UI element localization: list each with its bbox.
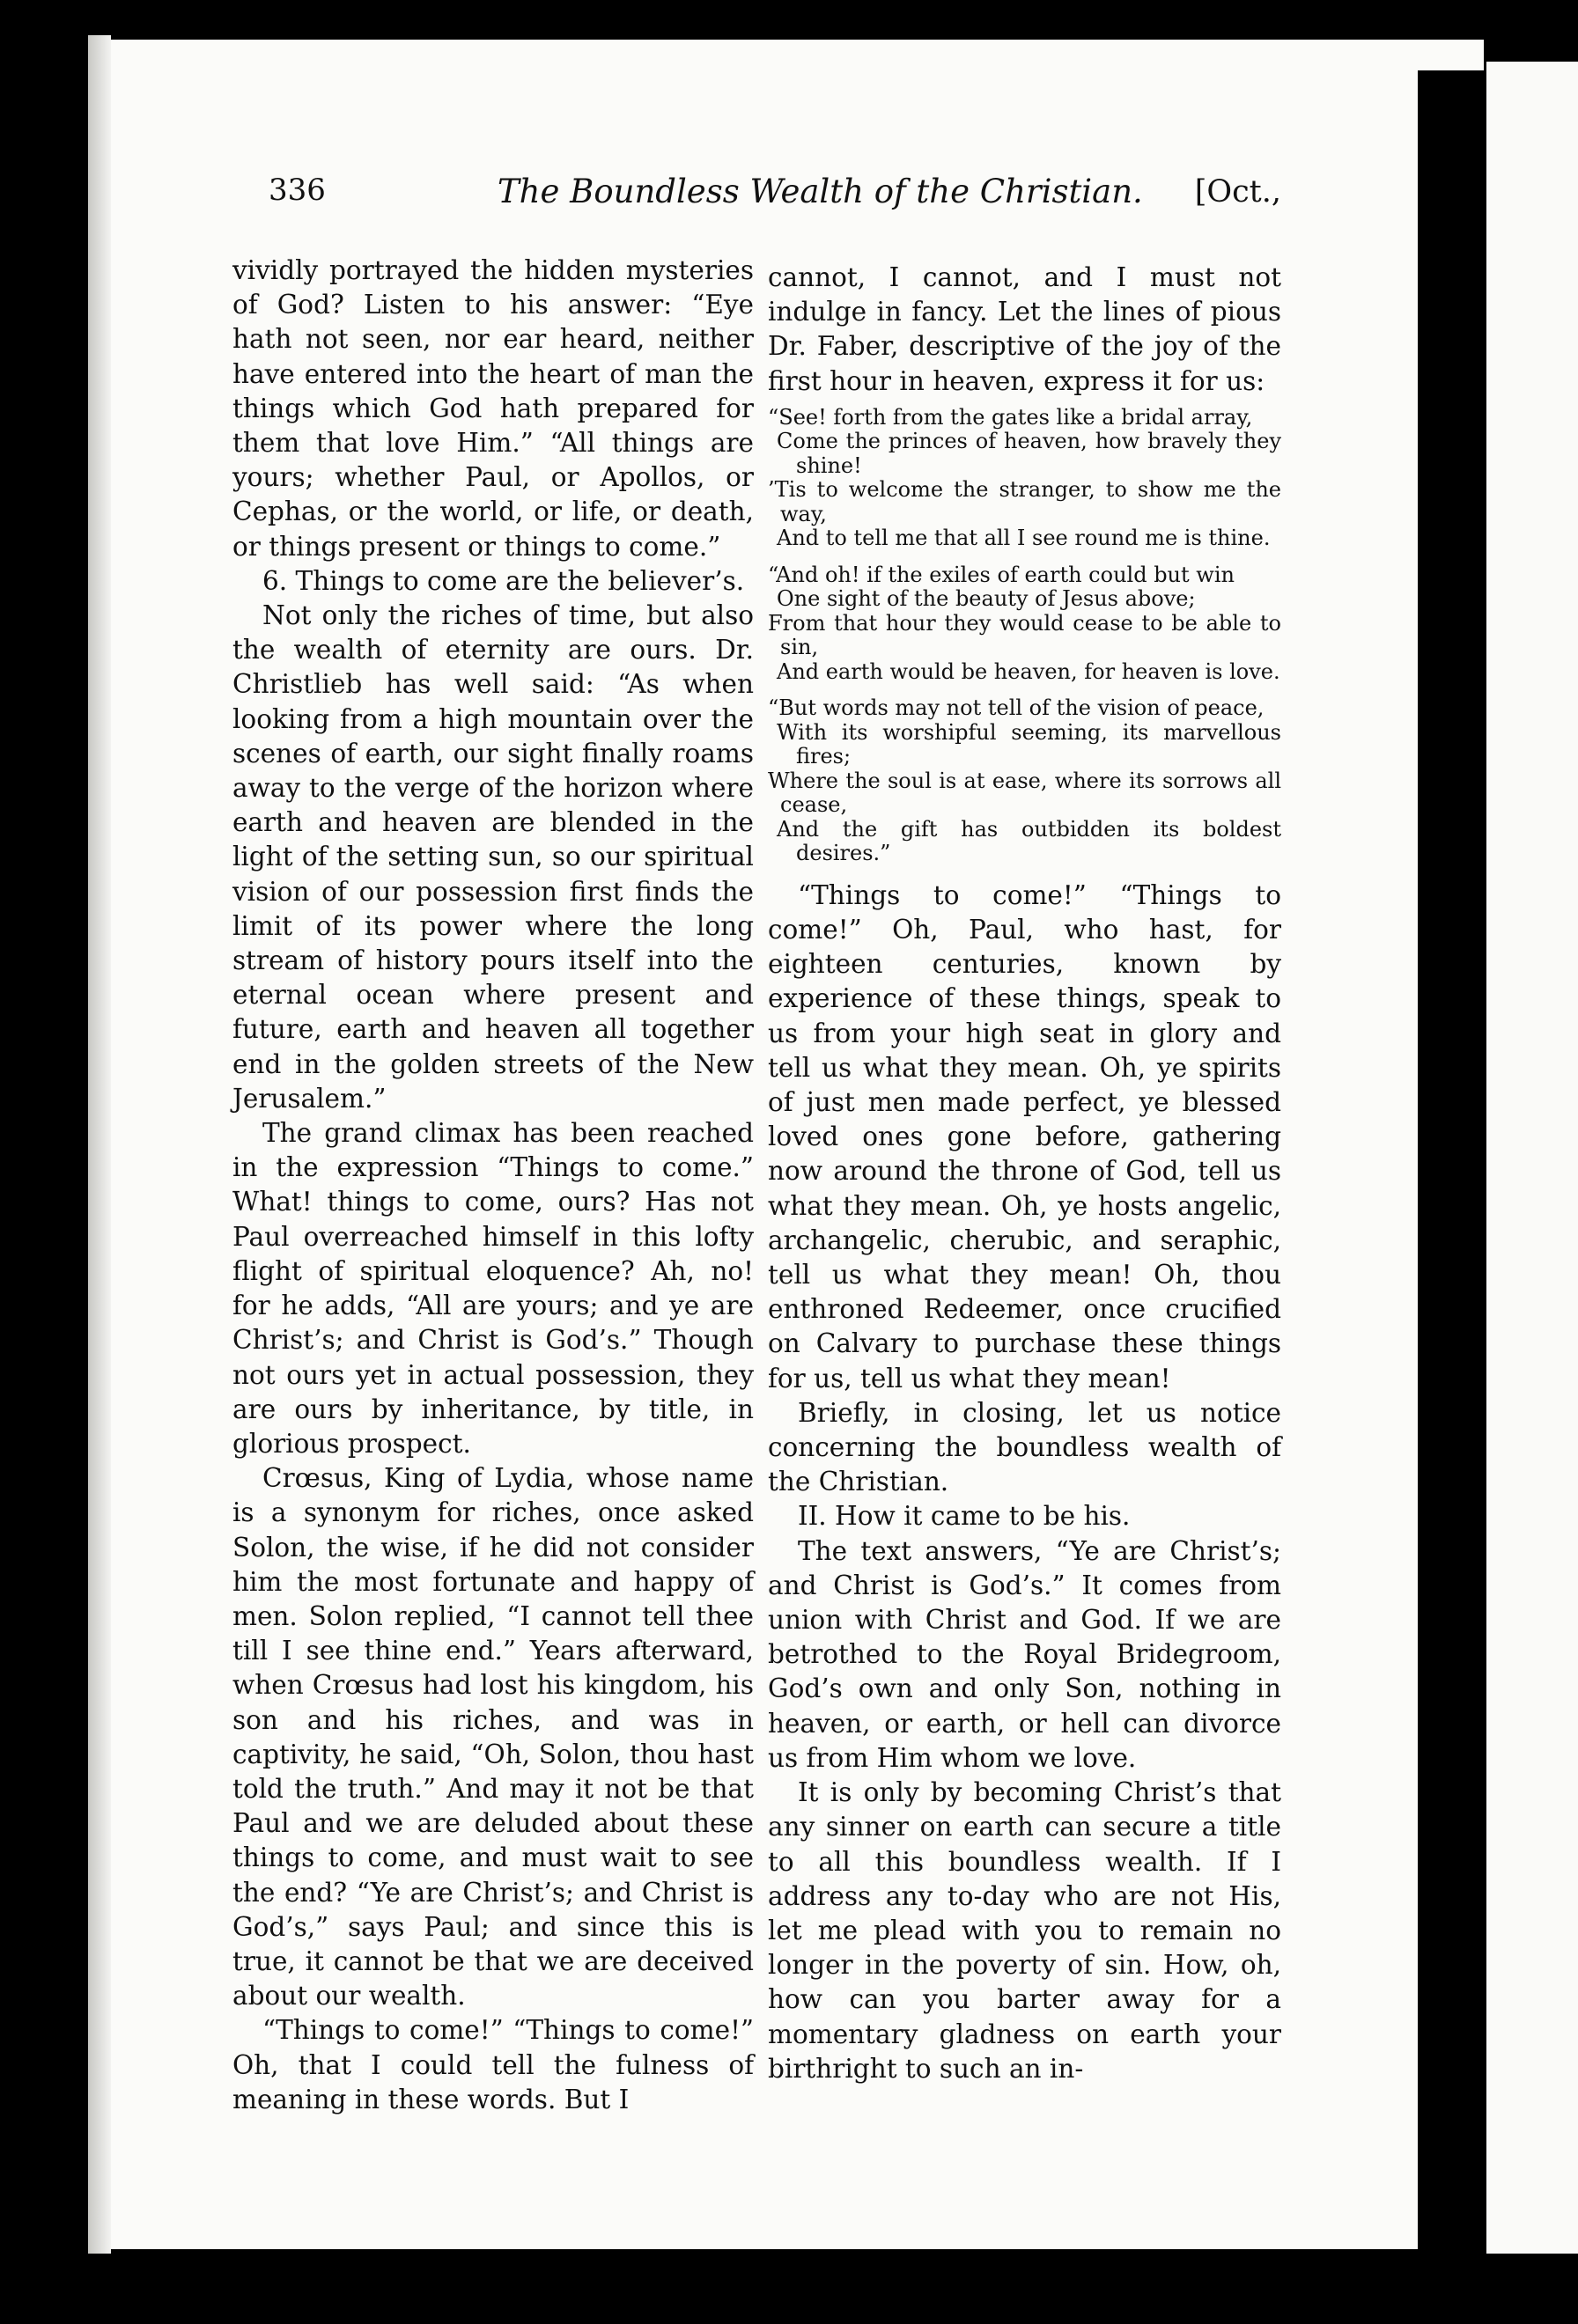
poem-stanza (768, 563, 1281, 685)
poem-stanza (768, 406, 1281, 551)
poem-line: ’Tis to welcome the stranger, to show me the way, (768, 477, 1281, 526)
facing-page-edge (1486, 62, 1578, 2254)
poem-line: “And oh! if the exiles of earth could but win (768, 562, 1235, 587)
page-header (269, 173, 1290, 225)
paragraph: “Things to come!” “Things to come!” Oh, Paul, who hast, for eighteen centuries, known by experience of these things, speak to us from your high seat in glory and tell us what they mean. Oh, ye spirits of just men made perfect, ye blessed loved ones gone before, gathering now around the throne of God, tell us what they mean. Oh, ye hosts angelic, archangelic, cherubic, and seraphic, tell us what they mean! Oh, thou enthroned Redeemer, once crucified on Calvary to purchase these things for us, tell us what they mean! (768, 879, 1281, 1394)
poem-line: From that hour they would cease to be able to sin, (768, 610, 1281, 660)
paragraph: vividly portrayed the hidden mysteries of God? Listen to his answer: “Eye hath not seen, nor ear heard, neither have entered into the heart of man the things which God hath prepared for them that love Him.” “All things are yours; whether Paul, or Apollos, or Cephas, or the world, or life, or death, or things present or things to come.” (232, 255, 754, 562)
running-date: [Oct., (1194, 174, 1281, 210)
section-heading: II. How it came to be his. (798, 1501, 1131, 1532)
book-gutter (1418, 70, 1485, 2271)
poem-line: “But words may not tell of the vision of peace, (768, 695, 1265, 721)
poem-line: And to tell me that all I see round me is thine. (777, 526, 1271, 551)
poem-quotation (768, 406, 1281, 866)
paragraph: The grand climax has been reached in the expression “Things to come.” What! things to come, ours? Has not Paul overreached himself in this lofty flight of spiritual eloquence? Ah, no! for he adds, “All are yours; and ye are Christ’s; and Christ is God’s.” Though not ours yet in actual possession, they are ours by inheritance, by title, in glorious prospect. (232, 1118, 754, 1459)
page-number: 336 (269, 173, 326, 208)
paragraph: “Things to come!” “Things to come!” Oh, that I could tell the fulness of meaning in these words. But I (232, 2015, 754, 2114)
paragraph: The text answers, “Ye are Christ’s; and Christ is God’s.” It comes from union with Christ and God. If we are betrothed to the Royal Bridegroom, God’s own and only Son, nothing in heaven, or earth, or hell can divorce us from Him whom we love. (768, 1535, 1281, 1773)
paragraph: cannot, I cannot, and I must not indulge in fancy. Let the lines of pious Dr. Faber, descriptive of the joy of the first hour in heaven, express it for us: (768, 262, 1281, 396)
poem-line: And earth would be heaven, for heaven is love. (777, 658, 1280, 684)
poem-line: Where the soul is at ease, where its sorrows all cease, (768, 768, 1281, 818)
page-binding-edge (88, 35, 111, 2254)
paragraph: Briefly, in closing, let us notice concerning the boundless wealth of the Christian. (768, 1397, 1281, 1497)
paragraph: Not only the riches of time, but also the wealth of eternity are ours. Dr. Christlieb has well said: “As when looking from a high mountain over the scenes of earth, our sight finally roams away to the verge of the horizon where earth and heaven are blended in the light of the setting sun, so our spiritual vision of our possession first finds the limit of its power where the long stream of history pours itself into the eternal ocean where present and future, earth and heaven all together end in the golden streets of the New Jerusalem.” (232, 600, 754, 1114)
poem-stanza (768, 696, 1281, 866)
paragraph: It is only by becoming Christ’s that any sinner on earth can secure a title to all this boundless wealth. If I address any to-day who are not His, let me plead with you to remain no longer in the poverty of sin. How, oh, how can you barter away for a momentary gladness on earth your birthright to such an in- (768, 1777, 1281, 2084)
left-column (232, 254, 754, 2117)
poem-line: And the gift has outbidden its boldest desires.” (777, 816, 1281, 866)
poem-line: “See! forth from the gates like a bridal array, (768, 404, 1253, 430)
right-column (768, 261, 1281, 2086)
poem-line: Come the princes of heaven, how bravely they shine! (777, 429, 1281, 478)
running-title: The Boundless Wealth of the Christian. (498, 173, 1143, 210)
paragraph: Crœsus, King of Lydia, whose name is a synonym for riches, once asked Solon, the wise, if he did not consider him the most fortunate and happy of men. Solon replied, “I cannot tell thee till I see thine end.” Years afterward, when Crœsus had lost his kingdom, his son and his riches, and was in captivity, he said, “Oh, Solon, thou hast told the truth.” And may it not be that Paul and we are deluded about these things to come, and must wait to see the end? “Ye are Christ’s; and Christ is God’s,” says Paul; and since this is true, it cannot be that we are deceived about our wealth. (232, 1463, 754, 2011)
poem-line: With its worshipful seeming, its marvellous fires; (777, 719, 1281, 769)
poem-line: One sight of the beauty of Jesus above; (777, 586, 1196, 612)
paragraph: 6. Things to come are the believer’s. (262, 565, 745, 596)
